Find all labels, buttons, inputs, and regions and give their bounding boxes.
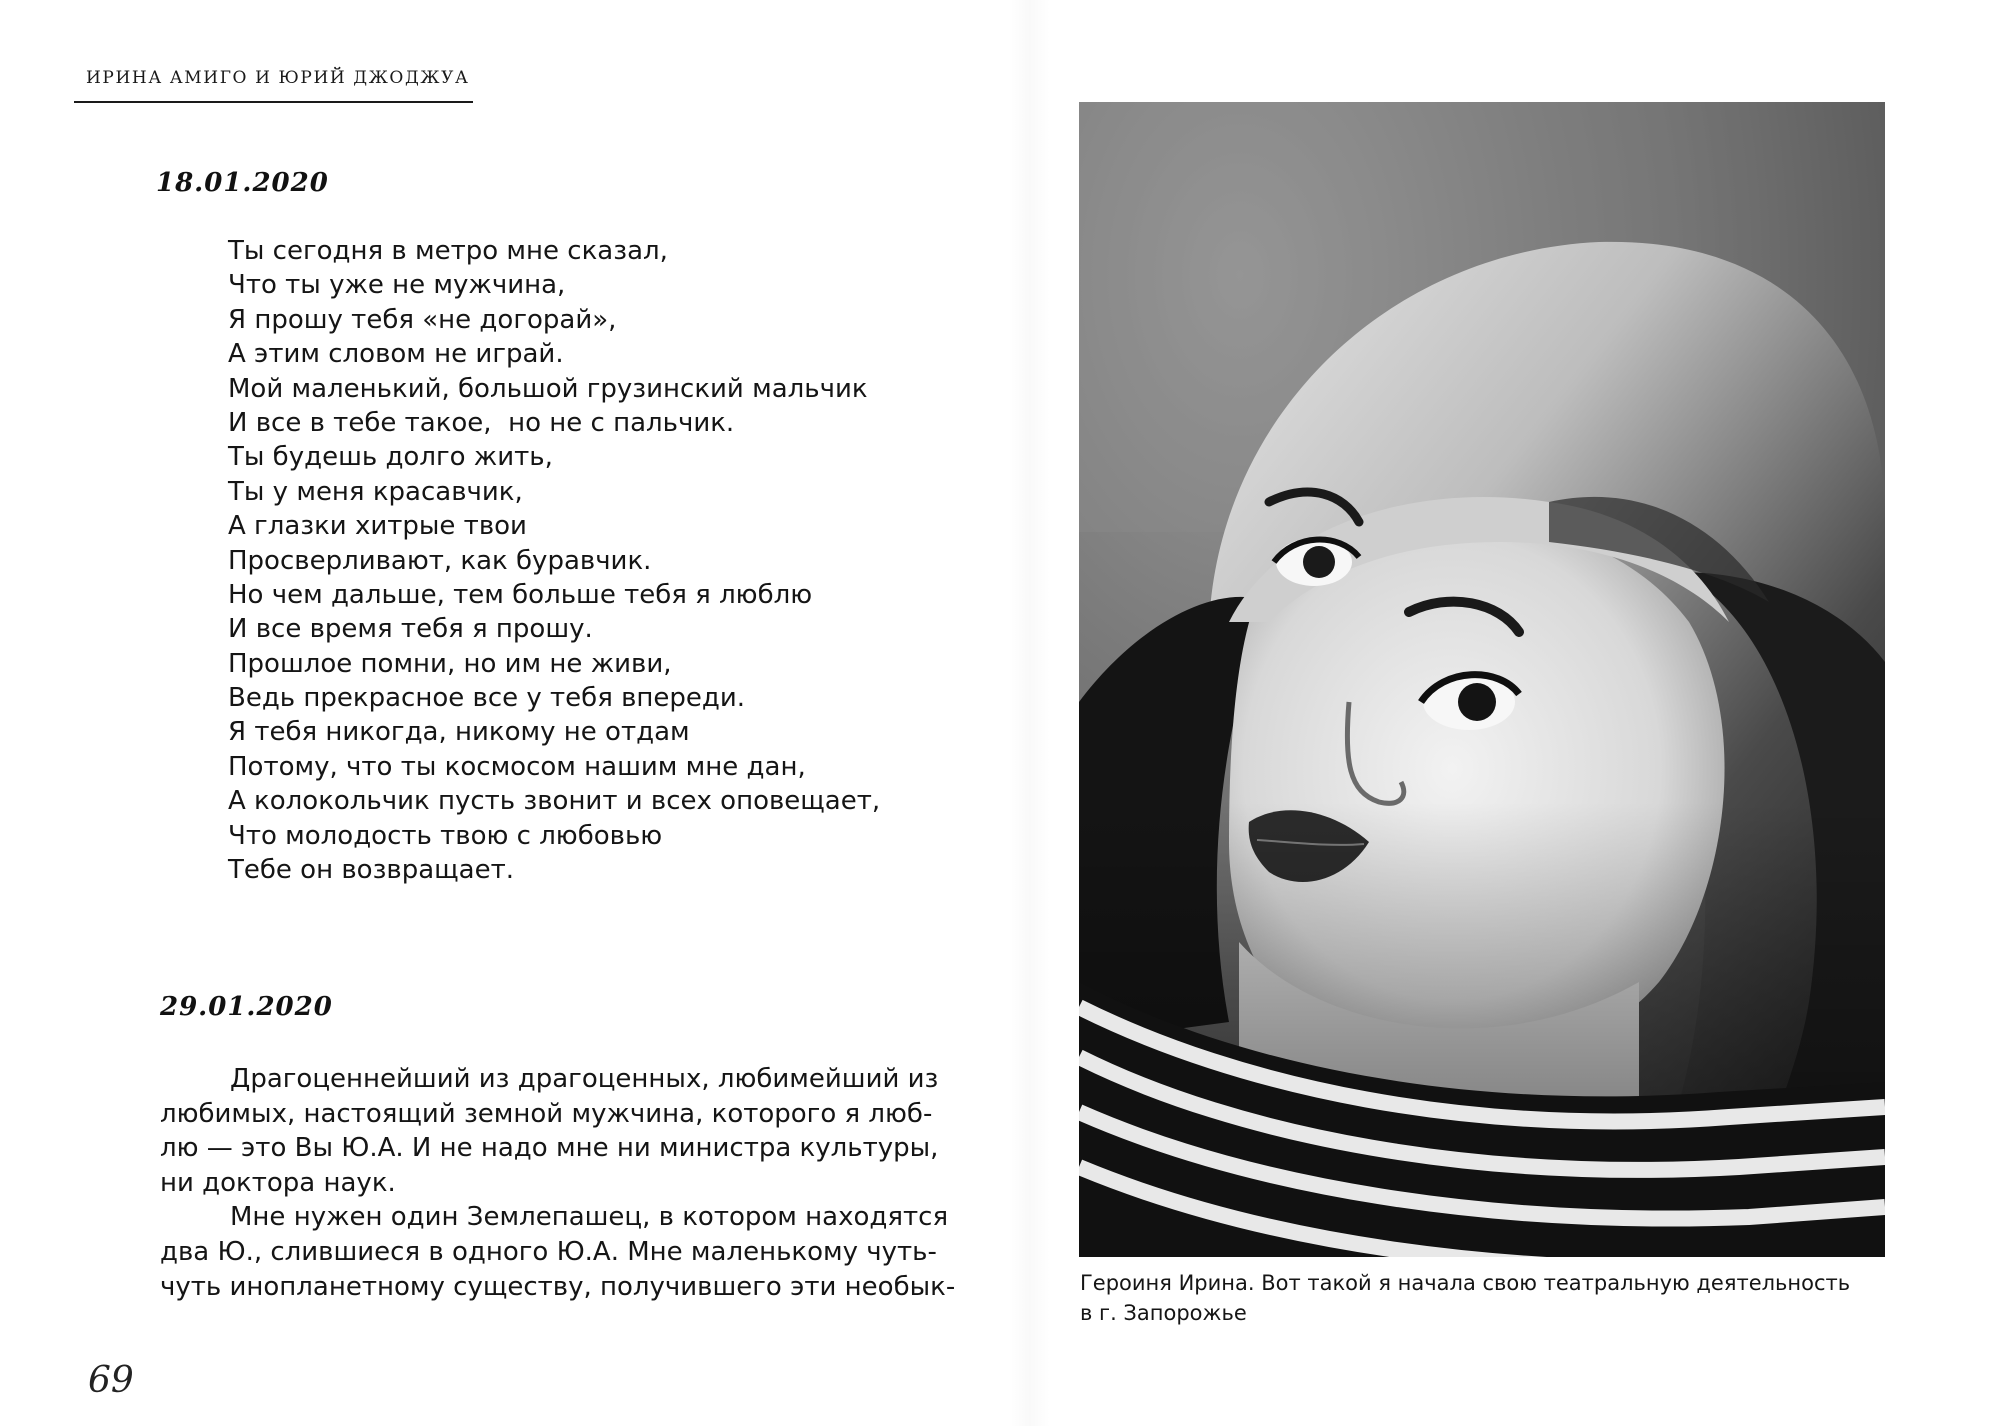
poem-line: Я прошу тебя «не догорай»,	[228, 304, 617, 335]
poem	[228, 234, 968, 887]
poem-line: Ты у меня красавчик,	[228, 476, 523, 507]
poem-line: Но чем дальше, тем больше тебя я люблю	[228, 579, 813, 610]
poem-line: А этим словом не играй.	[228, 339, 564, 370]
caption-line: в г. Запорожье	[1080, 1301, 1247, 1325]
poem-line: А колокольчик пусть звонит и всех оповещает,	[228, 786, 881, 817]
poem-line: И все в тебе такое, но не с пальчик.	[228, 407, 735, 438]
prose-line: Мне нужен один Землепашец, в котором находятся	[230, 1202, 949, 1233]
poem-line: Что ты уже не мужчина,	[228, 270, 566, 301]
portrait-photo	[1079, 102, 1885, 1257]
entry-date: 18.01.2020	[156, 168, 329, 198]
poem-line: Что молодость твою с любовью	[228, 820, 663, 851]
poem-line: А глазки хитрые твои	[228, 511, 527, 542]
poem-line: Ведь прекрасное все у тебя впереди.	[228, 683, 746, 714]
poem-line: Тебе он возвращает.	[228, 855, 514, 886]
prose-line: любимых, настоящий земной мужчина, которого я люб-	[160, 1098, 933, 1129]
running-head: ИРИНА АМИГО И ЮРИЙ ДЖОДЖУА	[86, 68, 470, 88]
poem-line: Потому, что ты космосом нашим мне дан,	[228, 751, 806, 782]
prose-line: два Ю., слившиеся в одного Ю.А. Мне маленькому чуть-	[160, 1236, 937, 1267]
poem-line: И все время тебя я прошу.	[228, 614, 593, 645]
page-number: 69	[88, 1360, 134, 1401]
prose-line: ни доктора наук.	[160, 1167, 396, 1198]
photo-caption	[1080, 1268, 1900, 1328]
poem-line: Просверливают, как буравчик.	[228, 545, 652, 576]
prose-paragraphs	[160, 1062, 956, 1304]
poem-line: Прошлое помни, но им не живи,	[228, 648, 672, 679]
prose-line: Драгоценнейший из драгоценных, любимейший из	[230, 1064, 939, 1094]
poem-line: Ты будешь долго жить,	[228, 442, 553, 473]
portrait-photo-icon	[1079, 102, 1885, 1257]
poem-line: Мой маленький, большой грузинский мальчик	[228, 373, 868, 404]
poem-line: Я тебя никогда, никому не отдам	[228, 717, 690, 748]
running-head-rule	[74, 101, 473, 103]
poem-line: Ты сегодня в метро мне сказал,	[228, 236, 668, 266]
entry-date: 29.01.2020	[160, 992, 333, 1022]
book-gutter	[1010, 0, 1050, 1426]
prose-line: чуть инопланетному существу, получившего эти необык-	[160, 1271, 956, 1302]
caption-line: Героиня Ирина. Вот такой я начала свою театральную деятельность	[1080, 1271, 1851, 1295]
prose-line: лю — это Вы Ю.А. И не надо мне ни министра культуры,	[160, 1133, 939, 1164]
